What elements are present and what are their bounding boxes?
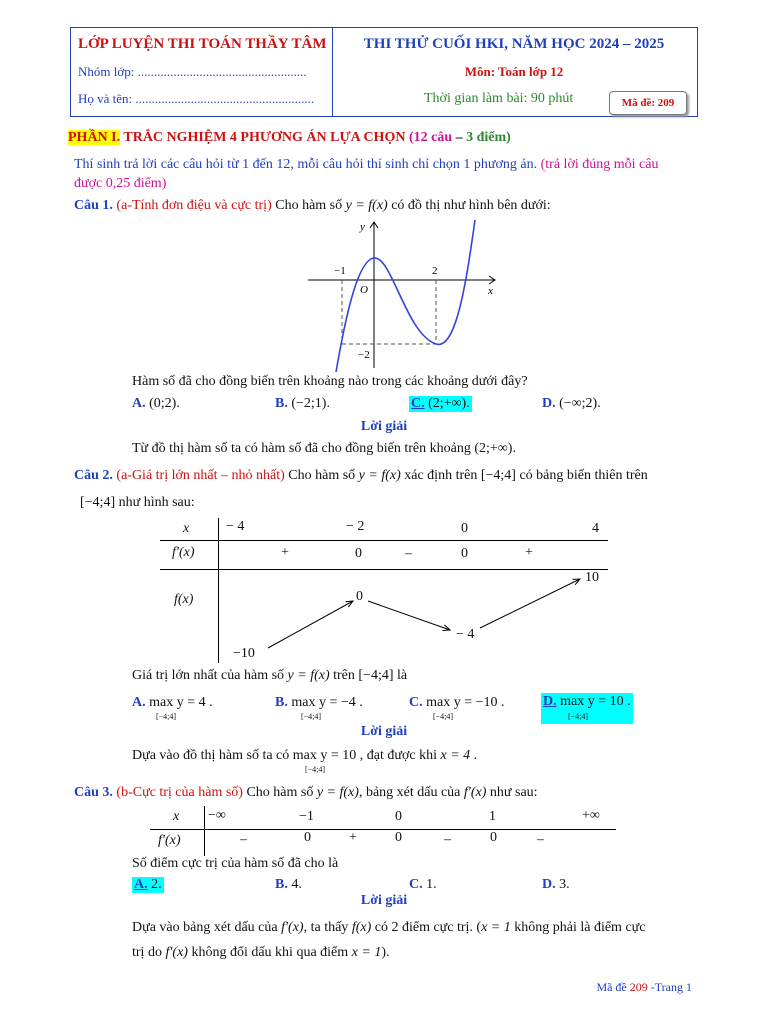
q2-option-b-text: max y = −4 . (291, 695, 363, 710)
footer-prefix: Mã đề (596, 980, 630, 994)
q1-option-c-key: C. (411, 396, 425, 411)
q2-stem-line2 (80, 495, 195, 511)
q2-domain: [−4;4] (480, 468, 516, 483)
part1-points: 3 điểm) (466, 130, 511, 145)
q2-x-4: 4 (592, 521, 599, 536)
q1-tick-2: 2 (432, 265, 438, 277)
part1-count: (12 câu (408, 130, 453, 145)
q1-option-a-key: A. (132, 396, 146, 411)
q1-question: Hàm số đã cho đồng biến trên khoảng nào trong các khoảng dưới đây? (132, 374, 528, 389)
q2-solution-max: max y = 10 (292, 748, 357, 763)
q2-solution-end: . (470, 748, 478, 763)
q2-sign-4: 0 (461, 546, 468, 561)
q3-question: Số điểm cực trị của hàm số đã cho là (132, 856, 339, 871)
q3-option-d-key: D. (542, 877, 556, 892)
q2-table-f: f(x) (174, 592, 194, 607)
instruction-points-2: được 0,25 điểm) (74, 176, 167, 191)
q3-option-c-text: 1. (426, 877, 437, 892)
q3-x-3: 0 (395, 809, 402, 824)
q3-sign-3: + (349, 830, 357, 845)
name-field: Họ và tên: ....................................................... (78, 91, 315, 106)
q2-question-func: y = f(x) (287, 668, 330, 683)
q3-solution-f: f(x) (351, 920, 372, 935)
q2-option-b-sub: [−4;4] (301, 712, 322, 721)
school-name: LỚP LUYỆN THI TOÁN THẦY TÂM (78, 36, 327, 52)
q3-option-c-key: C. (409, 877, 423, 892)
q1-x-label: x (488, 285, 493, 297)
q2-option-c-sub: [−4;4] (433, 712, 454, 721)
q1-stem (74, 198, 551, 214)
exam-title: THI THỬ CUỐI HKI, NĂM HỌC 2024 – 2025 (363, 36, 665, 52)
instruction-points: (trả lời đúng mỗi câu (540, 157, 659, 172)
q2-sign-3: – (405, 546, 412, 561)
q3-label: Câu 3. (74, 785, 113, 800)
q3-sign-7: – (537, 832, 544, 847)
q3-solution-f2: không đổi dấu khi qua điểm (187, 945, 352, 960)
q3-sign-2: 0 (304, 830, 311, 845)
q1-func: y = f(x) (345, 198, 388, 213)
q3-fp: f′(x) (463, 785, 487, 800)
q3-x-4: 1 (489, 809, 496, 824)
q2-line2-domain: [−4;4] (80, 495, 116, 510)
q2-solution-b: , đạt được khi (356, 748, 441, 763)
q2-x-1: − 4 (226, 519, 245, 534)
q1-y-label: y (360, 221, 365, 233)
q1-option-b[interactable] (275, 396, 330, 412)
q2-option-d-text: max y = 10 . (560, 694, 631, 709)
q3-solution-b: , ta thấy (303, 920, 352, 935)
q2-table-x: x (183, 521, 190, 536)
q2-option-b[interactable] (275, 695, 363, 711)
q2-x-3: 0 (461, 521, 468, 536)
q2-question-a: Giá trị lớn nhất của hàm số (132, 668, 288, 683)
group-field: Nhóm lớp: .................................................... (78, 64, 307, 79)
q3-solution-d: không phải là điểm cực (510, 920, 646, 935)
q2-table-hline1 (160, 540, 608, 541)
q1-option-a[interactable] (132, 396, 180, 412)
instruction-main: Thí sinh trả lời các câu hỏi từ 1 đến 12, mỗi câu hỏi thí sinh chỉ chọn 1 phương án. (74, 157, 541, 172)
q1-tick-minus1: −1 (334, 265, 346, 277)
q3-text-c: như sau: (486, 785, 538, 800)
q2-option-c-key: C. (409, 695, 423, 710)
q1-option-d[interactable] (542, 396, 601, 412)
q2-option-c-text: max y = −10 . (426, 695, 505, 710)
q2-func: y = f(x) (358, 468, 401, 483)
q3-sign-1: – (240, 832, 247, 847)
q2-option-a-sub: [−4;4] (156, 712, 177, 721)
q2-option-a-text: max y = 4 . (149, 695, 213, 710)
q2-arrow-up-2 (480, 579, 580, 628)
q3-stem (74, 785, 538, 801)
q1-option-d-text: (−∞;2). (559, 396, 601, 411)
q2-option-d-sub: [−4;4] (568, 712, 589, 721)
q3-solution-x2: x = 1 (351, 945, 382, 960)
q3-solution-x1: x = 1 (481, 920, 511, 935)
q3-solution-e: trị do (132, 945, 166, 960)
q3-text-a: Cho hàm số (242, 785, 317, 800)
q3-option-b-key: B. (275, 877, 288, 892)
q1-option-b-text: (−2;1). (291, 396, 330, 411)
q2-sign-5: + (525, 545, 533, 560)
q1-tick-minus2: −2 (358, 349, 370, 361)
q2-text-a: Cho hàm số (284, 468, 359, 483)
q2-sign-2: 0 (355, 546, 362, 561)
q3-x-5: +∞ (582, 808, 600, 823)
q2-text-b: xác định trên (400, 468, 481, 483)
q1-topic: (a-Tính đơn điệu và cực trị) (116, 198, 272, 213)
q1-graph (300, 214, 510, 376)
q2-option-b-key: B. (275, 695, 288, 710)
q3-table-fprime: f′(x) (158, 833, 181, 848)
q2-question-b: trên (329, 668, 359, 683)
part1-instruction (74, 155, 696, 193)
q3-option-d[interactable] (542, 877, 570, 893)
q3-x-1: −∞ (208, 808, 226, 823)
q1-text-b: có đồ thị như hình bên dưới: (387, 198, 551, 213)
q2-arrow-up-1 (268, 601, 353, 648)
q2-option-d-key: D. (543, 694, 557, 709)
q3-solution-g: ). (381, 945, 390, 960)
q3-solution-title: Lời giải (360, 893, 408, 908)
q3-sign-4: 0 (395, 830, 402, 845)
q3-func: y = f(x) (316, 785, 359, 800)
q2-fval-2: 0 (356, 589, 363, 604)
q3-solution-fp2: f′(x) (165, 945, 188, 960)
q3-option-c[interactable] (409, 877, 437, 893)
q2-question-dom: [−4;4] (358, 668, 394, 683)
q2-arrow-down (368, 601, 450, 630)
q2-line2-rest: như hình sau: (115, 495, 195, 510)
q2-solution-a: Dựa vào đồ thị hàm số ta có (132, 748, 293, 763)
q2-stem (74, 468, 648, 484)
q2-solution-sub: [−4;4] (305, 765, 326, 774)
q3-option-a-text: 2. (151, 877, 162, 892)
q2-fval-3: − 4 (456, 627, 475, 642)
q3-option-b-text: 4. (291, 877, 302, 892)
exam-code: Mã đề: 209 (609, 91, 687, 115)
q3-sign-6: 0 (490, 830, 497, 845)
q3-option-b[interactable] (275, 877, 302, 893)
q2-option-c[interactable] (409, 695, 505, 711)
q3-table-vline (204, 806, 205, 856)
q1-origin: O (360, 284, 368, 296)
q1-option-c-text: (2;+∞). (428, 396, 470, 411)
q2-fval-1: −10 (233, 646, 255, 661)
q3-option-a[interactable] (132, 877, 164, 893)
q1-text-a: Cho hàm số (271, 198, 346, 213)
q3-solution-a: Dựa vào bảng xét dấu của (132, 920, 282, 935)
q2-option-a[interactable] (132, 695, 213, 711)
q2-solution (132, 748, 477, 764)
q3-x-2: −1 (299, 809, 314, 824)
footer-code: 209 (629, 980, 648, 994)
q2-table-fprime: f′(x) (172, 545, 195, 560)
q1-label: Câu 1. (74, 198, 113, 213)
q2-x-2: − 2 (346, 519, 365, 534)
q3-table-x: x (173, 809, 180, 824)
q2-label: Câu 2. (74, 468, 113, 483)
q3-solution-c: có 2 điểm cực trị. ( (371, 920, 482, 935)
q3-option-d-text: 3. (559, 877, 570, 892)
part1-prefix: PHẦN I. (68, 130, 121, 145)
q3-solution-fp: f′(x) (281, 920, 304, 935)
q1-option-a-text: (0;2). (149, 396, 180, 411)
exam-duration: Thời gian làm bài: 90 phút (424, 91, 574, 106)
q1-option-b-key: B. (275, 396, 288, 411)
q1-solution: Từ đồ thị hàm số ta có hàm số đã cho đồng biến trên khoảng (2;+∞). (132, 441, 516, 456)
part1-dash: – (452, 130, 467, 145)
q3-table-hline (150, 829, 616, 830)
q1-option-d-key: D. (542, 396, 556, 411)
q2-fval-4: 10 (585, 570, 599, 585)
q2-question (132, 668, 407, 684)
q3-sign-5: – (444, 832, 451, 847)
q2-text-c: có bảng biến thiên trên (515, 468, 648, 483)
q1-curve (336, 220, 475, 372)
q3-solution (132, 915, 692, 965)
q2-topic: (a-Giá trị lớn nhất – nhỏ nhất) (116, 468, 285, 483)
q3-option-a-key: A. (134, 877, 148, 892)
q2-solution-title: Lời giải (360, 724, 408, 739)
q2-option-a-key: A. (132, 695, 146, 710)
part1-title (68, 130, 511, 146)
footer-suffix: -Trang 1 (647, 980, 692, 994)
q2-sign-1: + (281, 545, 289, 560)
page-footer (560, 980, 692, 995)
q1-solution-title: Lời giải (360, 419, 408, 434)
q3-text-b: , bảng xét dấu của (358, 785, 464, 800)
q1-option-c[interactable] (409, 396, 472, 412)
part1-main: TRẮC NGHIỆM 4 PHƯƠNG ÁN LỰA CHỌN (120, 130, 409, 145)
q2-question-c: là (393, 668, 408, 683)
q3-topic: (b-Cực trị của hàm số) (116, 785, 243, 800)
q2-table-arrows (218, 569, 608, 664)
exam-subject: Môn: Toán lớp 12 (464, 64, 564, 79)
q2-solution-x: x = 4 (440, 748, 471, 763)
